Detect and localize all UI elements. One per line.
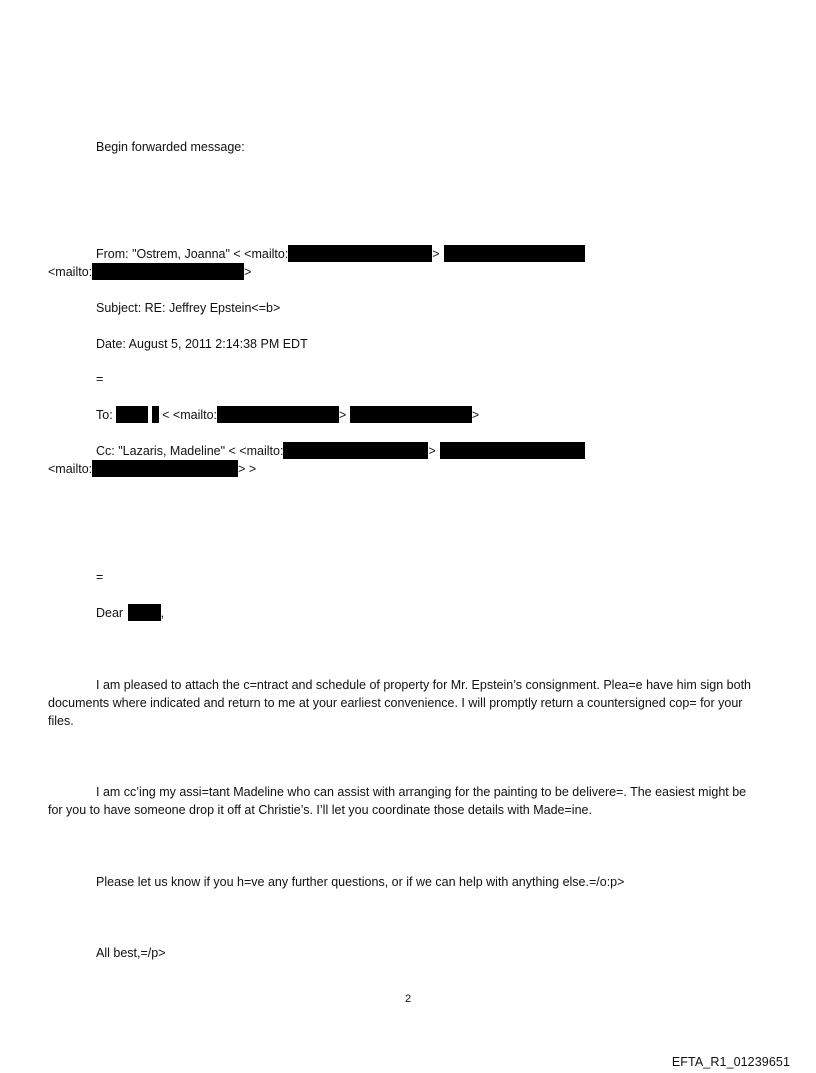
cc-gt: > bbox=[428, 444, 436, 458]
to-mid: < <mailto: bbox=[162, 408, 218, 422]
from-prefix: From: "Ostrem, Joanna" < <mailto: bbox=[96, 247, 289, 261]
cc-prefix: Cc: "Lazaris, Madeline" < <mailto: bbox=[96, 444, 284, 458]
subject-line bbox=[96, 299, 280, 317]
redaction-box bbox=[350, 406, 472, 423]
redaction-box bbox=[217, 406, 339, 423]
to-line bbox=[96, 406, 479, 424]
page-number: 2 bbox=[404, 993, 412, 1005]
redaction-box bbox=[92, 263, 244, 280]
from-gt: > bbox=[432, 247, 440, 261]
redaction-box bbox=[152, 406, 159, 423]
redaction-box bbox=[116, 406, 148, 423]
redaction-box bbox=[440, 442, 585, 459]
from-line2-prefix: <mailto: bbox=[48, 265, 93, 279]
cc-line bbox=[96, 442, 585, 460]
equals-text-2: = bbox=[96, 570, 104, 584]
redaction-box bbox=[288, 245, 432, 262]
redaction-box bbox=[283, 442, 428, 459]
body-paragraph-3 bbox=[96, 873, 624, 891]
paragraph-3-text: Please let us know if you h=ve any further questions, or if we can help with anything else.=/o:p> bbox=[96, 875, 625, 889]
redaction-box bbox=[444, 245, 585, 262]
from-line bbox=[96, 245, 585, 263]
equals-text: = bbox=[96, 372, 104, 386]
redaction-box bbox=[128, 604, 161, 621]
cc-line-2 bbox=[48, 460, 256, 478]
salutation-suffix: , bbox=[160, 606, 165, 620]
body-paragraph-1: I am pleased to attach the c=ntract and schedule of property for Mr. Epstein’s consignment. Plea=e have him sign both documents where indicated and return to me at your earliest convenience. I will promptly return a countersigned cop= for your files. bbox=[48, 678, 752, 728]
from-line2-suffix: > bbox=[244, 265, 252, 279]
body-paragraph-2: I am cc’ing my assi=tant Madeline who can assist with arranging for the painting to be delivere=. The easiest might be for you to have someone drop it off at Christie’s. I’ll let you coordinate those details with Made=ine. bbox=[48, 785, 747, 817]
to-gt-2: > bbox=[471, 408, 480, 422]
equals-line-2 bbox=[96, 568, 103, 586]
date-text: Date: August 5, 2011 2:14:38 PM EDT bbox=[96, 337, 308, 351]
to-gt-1: > bbox=[339, 408, 347, 422]
salutation-line bbox=[96, 604, 164, 622]
from-line-2 bbox=[48, 263, 251, 281]
date-line bbox=[96, 335, 308, 353]
cc-line2-suffix: > > bbox=[238, 462, 257, 476]
intro-line bbox=[96, 138, 245, 156]
closing-text: All best,=/p> bbox=[96, 946, 166, 960]
bates-number: EFTA_R1_01239651 bbox=[671, 1055, 790, 1069]
salutation-prefix: Dear bbox=[96, 606, 124, 620]
equals-line bbox=[96, 370, 103, 388]
redaction-box bbox=[92, 460, 238, 477]
intro-text: Begin forwarded message: bbox=[96, 140, 245, 154]
closing-line bbox=[96, 944, 166, 962]
cc-line2-prefix: <mailto: bbox=[48, 462, 93, 476]
to-prefix: To: bbox=[96, 408, 113, 422]
subject-text: Subject: RE: Jeffrey Epstein<=b> bbox=[96, 301, 281, 315]
